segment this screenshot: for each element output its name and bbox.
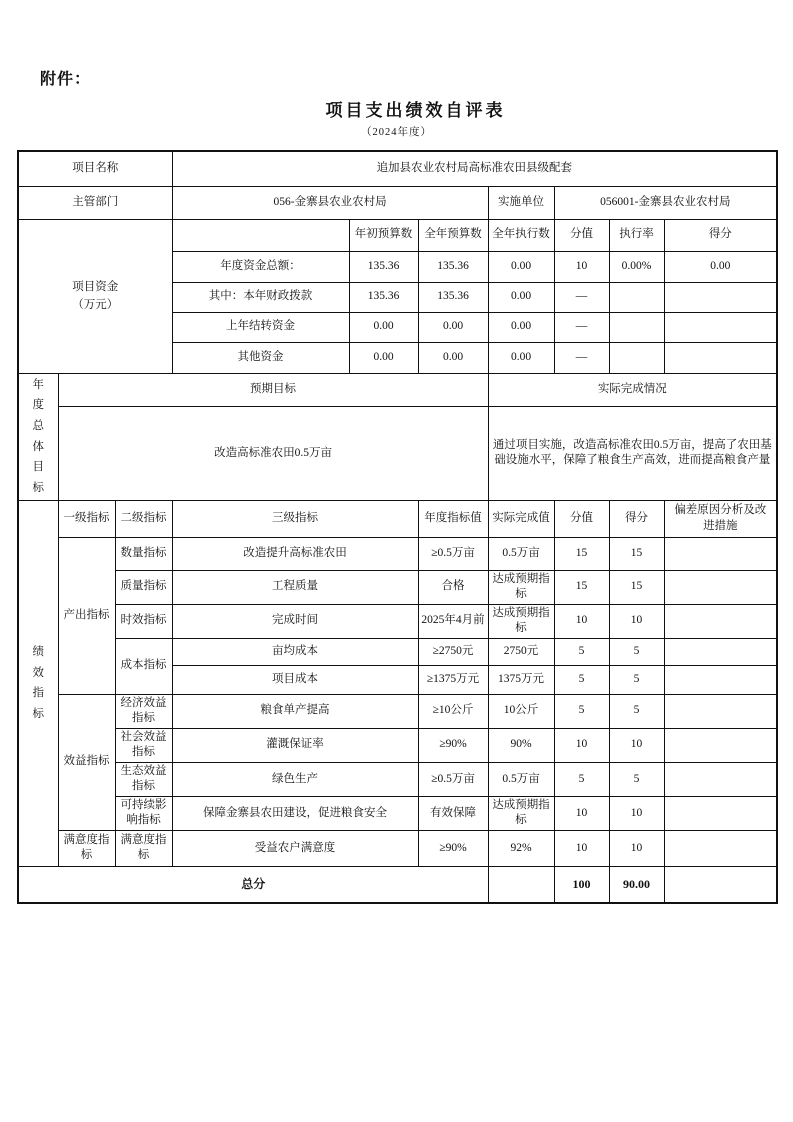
indicator-score: 10 xyxy=(609,830,664,866)
indicator-score: 15 xyxy=(609,570,664,604)
indicator-points: 10 xyxy=(554,830,609,866)
indicator-level3: 绿色生产 xyxy=(172,762,418,796)
funds-row-label: 年度资金总额： xyxy=(172,251,349,282)
indicator-actual: 0.5万亩 xyxy=(488,762,554,796)
funds-header-points: 分值 xyxy=(554,219,609,251)
funds-header-executed: 全年执行数 xyxy=(488,219,554,251)
indicator-row xyxy=(18,762,777,796)
indicator-level3: 保障金寨县农田建设，促进粮食安全 xyxy=(172,796,418,830)
expected-goal-header: 预期目标 xyxy=(58,373,488,406)
actual-completion-value: 通过项目实施，改造高标准农田0.5万亩，提高了农田基础设施水平，保障了粮食生产高效，进而提高粮食产量 xyxy=(488,406,777,500)
indicator-points: 5 xyxy=(554,762,609,796)
indicator-points: 5 xyxy=(554,665,609,694)
funds-points: — xyxy=(554,342,609,373)
unit-label: 实施单位 xyxy=(488,186,554,219)
indicator-points: 5 xyxy=(554,694,609,728)
indicator-row xyxy=(18,728,777,762)
funds-initial-budget: 135.36 xyxy=(349,251,418,282)
annual-goal-section-label-text: 年度总体目标 xyxy=(32,378,44,494)
indicator-level2: 社会效益指标 xyxy=(115,728,172,762)
funds-section-label-text: 项目资金（万元） xyxy=(72,280,119,311)
unit-value: 056001-金寨县农业农村局 xyxy=(554,186,777,219)
funds-header-initial-budget: 年初预算数 xyxy=(349,219,418,251)
funds-header-empty xyxy=(172,219,349,251)
funds-points: — xyxy=(554,312,609,342)
indicator-score: 5 xyxy=(609,762,664,796)
document-subtitle: （2024年度） xyxy=(361,127,432,138)
indicator-row xyxy=(18,796,777,830)
indicator-deviation xyxy=(664,638,777,665)
indicator-score: 10 xyxy=(609,796,664,830)
indicators-header-deviation-text: 偏差原因分析及改进措施 xyxy=(674,504,767,532)
indicator-level2: 成本指标 xyxy=(115,638,172,694)
funds-section-label xyxy=(18,219,172,373)
expected-goal-value: 改造高标准农田0.5万亩 xyxy=(58,406,488,500)
indicators-header-level1: 一级指标 xyxy=(58,500,115,537)
funds-row-label: 其中：本年财政拨款 xyxy=(172,282,349,312)
indicator-score: 10 xyxy=(609,728,664,762)
indicator-level3: 粮食单产提高 xyxy=(172,694,418,728)
indicator-score: 10 xyxy=(609,604,664,638)
indicator-deviation xyxy=(664,570,777,604)
indicator-target: ≥90% xyxy=(418,830,488,866)
indicator-target: ≥0.5万亩 xyxy=(418,537,488,570)
indicator-actual: 2750元 xyxy=(488,638,554,665)
indicator-row xyxy=(18,604,777,638)
total-actual-empty xyxy=(488,866,554,903)
funds-executed: 0.00 xyxy=(488,251,554,282)
indicator-deviation xyxy=(664,537,777,570)
indicator-target: ≥90% xyxy=(418,728,488,762)
funds-score xyxy=(664,342,777,373)
indicator-level2: 数量指标 xyxy=(115,537,172,570)
indicator-deviation xyxy=(664,665,777,694)
indicator-level2: 时效指标 xyxy=(115,604,172,638)
indicator-deviation xyxy=(664,796,777,830)
indicator-level2: 经济效益指标 xyxy=(115,694,172,728)
indicator-level2: 可持续影响指标 xyxy=(115,796,172,830)
indicator-target: ≥2750元 xyxy=(418,638,488,665)
indicator-actual: 0.5万亩 xyxy=(488,537,554,570)
indicator-points: 10 xyxy=(554,728,609,762)
indicators-header-level3: 三级指标 xyxy=(172,500,418,537)
funds-header-execution-rate: 执行率 xyxy=(609,219,664,251)
attachment-label: 附件： xyxy=(40,71,92,88)
indicator-target: 有效保障 xyxy=(418,796,488,830)
indicator-level3: 灌溉保证率 xyxy=(172,728,418,762)
funds-points: 10 xyxy=(554,251,609,282)
funds-executed: 0.00 xyxy=(488,282,554,312)
indicator-actual: 1375万元 xyxy=(488,665,554,694)
indicators-header-level2: 二级指标 xyxy=(115,500,172,537)
indicators-header-actual: 实际完成值 xyxy=(488,500,554,537)
funds-initial-budget: 135.36 xyxy=(349,282,418,312)
indicator-target: ≥1375万元 xyxy=(418,665,488,694)
indicators-section-label-text: 绩效指标 xyxy=(32,645,44,720)
indicator-target: 合格 xyxy=(418,570,488,604)
indicator-level3: 亩均成本 xyxy=(172,638,418,665)
indicator-row xyxy=(18,638,777,665)
indicator-row xyxy=(18,830,777,866)
indicators-header-points: 分值 xyxy=(554,500,609,537)
funds-execution-rate xyxy=(609,282,664,312)
total-label: 总分 xyxy=(18,866,488,903)
funds-executed: 0.00 xyxy=(488,342,554,373)
indicator-points: 5 xyxy=(554,638,609,665)
indicators-section-label xyxy=(18,500,58,866)
indicators-header-target: 年度指标值 xyxy=(418,500,488,537)
funds-annual-budget: 135.36 xyxy=(418,282,488,312)
project-name-label: 项目名称 xyxy=(18,151,172,186)
total-score: 90.00 xyxy=(609,866,664,903)
total-points: 100 xyxy=(554,866,609,903)
funds-initial-budget: 0.00 xyxy=(349,312,418,342)
indicator-points: 15 xyxy=(554,537,609,570)
funds-row-label: 其他资金 xyxy=(172,342,349,373)
funds-execution-rate: 0.00% xyxy=(609,251,664,282)
indicator-level3: 完成时间 xyxy=(172,604,418,638)
annual-goal-section-label xyxy=(18,373,58,500)
funds-score: 0.00 xyxy=(664,251,777,282)
indicator-actual: 92% xyxy=(488,830,554,866)
funds-executed: 0.00 xyxy=(488,312,554,342)
indicator-level1: 满意度指标 xyxy=(58,830,115,866)
indicator-target: 2025年4月前 xyxy=(418,604,488,638)
department-label: 主管部门 xyxy=(18,186,172,219)
indicator-level2: 质量指标 xyxy=(115,570,172,604)
indicators-header-score: 得分 xyxy=(609,500,664,537)
actual-completion-header: 实际完成情况 xyxy=(488,373,777,406)
funds-score xyxy=(664,312,777,342)
indicator-points: 15 xyxy=(554,570,609,604)
indicator-target: ≥0.5万亩 xyxy=(418,762,488,796)
funds-points: — xyxy=(554,282,609,312)
funds-header-score: 得分 xyxy=(664,219,777,251)
indicator-level3: 项目成本 xyxy=(172,665,418,694)
indicator-row xyxy=(18,570,777,604)
indicator-row xyxy=(18,537,777,570)
project-name-value: 追加县农业农村局高标准农田县级配套 xyxy=(172,151,777,186)
indicator-level1: 产出指标 xyxy=(58,537,115,694)
funds-annual-budget: 0.00 xyxy=(418,342,488,373)
indicator-level2: 生态效益指标 xyxy=(115,762,172,796)
indicator-score: 5 xyxy=(609,638,664,665)
indicator-deviation xyxy=(664,694,777,728)
indicator-score: 15 xyxy=(609,537,664,570)
indicator-level3: 受益农户满意度 xyxy=(172,830,418,866)
indicator-actual: 达成预期指标 xyxy=(488,570,554,604)
evaluation-table xyxy=(17,150,778,904)
funds-header-annual-budget: 全年预算数 xyxy=(418,219,488,251)
indicators-header-deviation xyxy=(664,500,777,537)
funds-execution-rate xyxy=(609,312,664,342)
total-row xyxy=(18,866,777,903)
funds-row-label: 上年结转资金 xyxy=(172,312,349,342)
funds-score xyxy=(664,282,777,312)
indicator-level2: 满意度指标 xyxy=(115,830,172,866)
indicator-actual: 达成预期指标 xyxy=(488,796,554,830)
indicator-deviation xyxy=(664,604,777,638)
indicator-target: ≥10公斤 xyxy=(418,694,488,728)
indicator-score: 5 xyxy=(609,665,664,694)
indicator-deviation xyxy=(664,728,777,762)
indicator-actual: 90% xyxy=(488,728,554,762)
indicator-actual: 10公斤 xyxy=(488,694,554,728)
indicator-deviation xyxy=(664,762,777,796)
indicator-actual: 达成预期指标 xyxy=(488,604,554,638)
funds-annual-budget: 135.36 xyxy=(418,251,488,282)
funds-initial-budget: 0.00 xyxy=(349,342,418,373)
indicator-score: 5 xyxy=(609,694,664,728)
department-value: 056-金寨县农业农村局 xyxy=(172,186,488,219)
indicator-level3: 改造提升高标准农田 xyxy=(172,537,418,570)
funds-execution-rate xyxy=(609,342,664,373)
indicator-points: 10 xyxy=(554,796,609,830)
funds-annual-budget: 0.00 xyxy=(418,312,488,342)
indicator-level1: 效益指标 xyxy=(58,694,115,830)
indicator-deviation xyxy=(664,830,777,866)
indicator-points: 10 xyxy=(554,604,609,638)
total-deviation-empty xyxy=(664,866,777,903)
indicator-row xyxy=(18,694,777,728)
indicator-level3: 工程质量 xyxy=(172,570,418,604)
document-title: 项目支出绩效自评表 xyxy=(325,101,506,120)
